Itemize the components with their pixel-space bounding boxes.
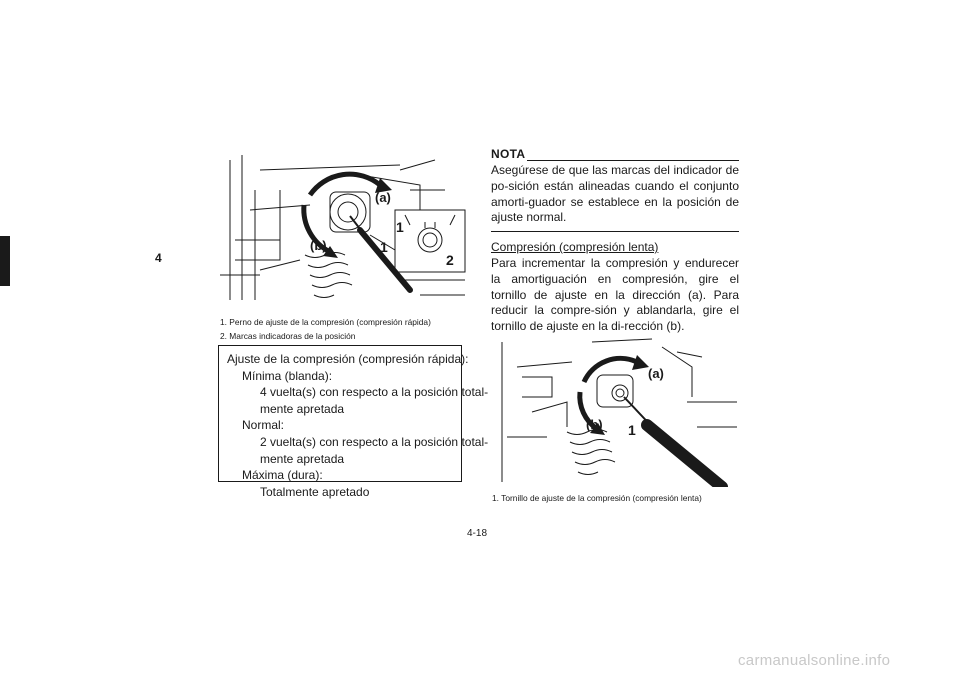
figure2-label-a: (a) (648, 366, 664, 381)
figure1-label-b: (b) (310, 238, 327, 253)
figure1-callout-1-mid: 1 (380, 239, 388, 255)
watermark-text: carmanualsonline.info (738, 652, 891, 669)
figure2-label-b: (b) (586, 417, 603, 432)
figure1-callout-1-top: 1 (396, 219, 404, 235)
section-heading-compression-slow: Compresión (compresión lenta) (491, 240, 659, 254)
spec-min-value-line1: 4 vuelta(s) con respecto a la posición total- (260, 385, 489, 400)
nota-rule-bottom (491, 231, 739, 232)
chapter-number: 4 (155, 251, 162, 265)
figure1-callout-2: 2 (446, 252, 454, 268)
figure-compression-fast-adjuster (220, 150, 470, 310)
spec-box-compression-fast (218, 345, 489, 499)
spec-normal-label: Normal: (242, 418, 285, 433)
spec-normal-value-line1: 2 vuelta(s) con respecto a la posición total- (260, 434, 489, 449)
nota-heading: NOTA (491, 147, 526, 161)
spec-min-label: Mínima (blanda): (242, 368, 333, 383)
section-text: Para incrementar la compresión y endurecer la amortiguación en compresión, gire el tornillo de ajuste en la dirección (a). Para reducir la compre-sión y ablandarla, gire el tornillo de ajuste en la di-rección (b). (491, 256, 739, 334)
nota-rule-top (527, 160, 739, 161)
chapter-tab-marker (0, 236, 10, 286)
figure1-caption-1: 1. Perno de ajuste de la compresión (compresión rápida) (220, 317, 431, 327)
figure-compression-slow-adjuster (492, 337, 740, 487)
figure2-callout-1: 1 (628, 422, 636, 438)
page-number: 4-18 (467, 528, 488, 539)
spec-max-value: Totalmente apretado (260, 484, 370, 499)
spec-normal-value-line2: mente apretada (260, 451, 345, 466)
figure1-caption-2: 2. Marcas indicadoras de la posición (220, 331, 356, 341)
nota-text: Asegúrese de que las marcas del indicador de po-sición están alineadas cuando el conjunto amorti-guador se establece en la posición de ajuste normal. (491, 163, 739, 225)
figure1-caption-list (220, 315, 431, 343)
figure1-label-a: (a) (375, 190, 391, 205)
figure2-caption: 1. Tornillo de ajuste de la compresión (compresión lenta) (492, 493, 702, 503)
spec-title: Ajuste de la compresión (compresión rápida): (227, 352, 469, 366)
spec-min-value-line2: mente apretada (260, 401, 345, 416)
spec-max-label: Máxima (dura): (242, 468, 323, 483)
